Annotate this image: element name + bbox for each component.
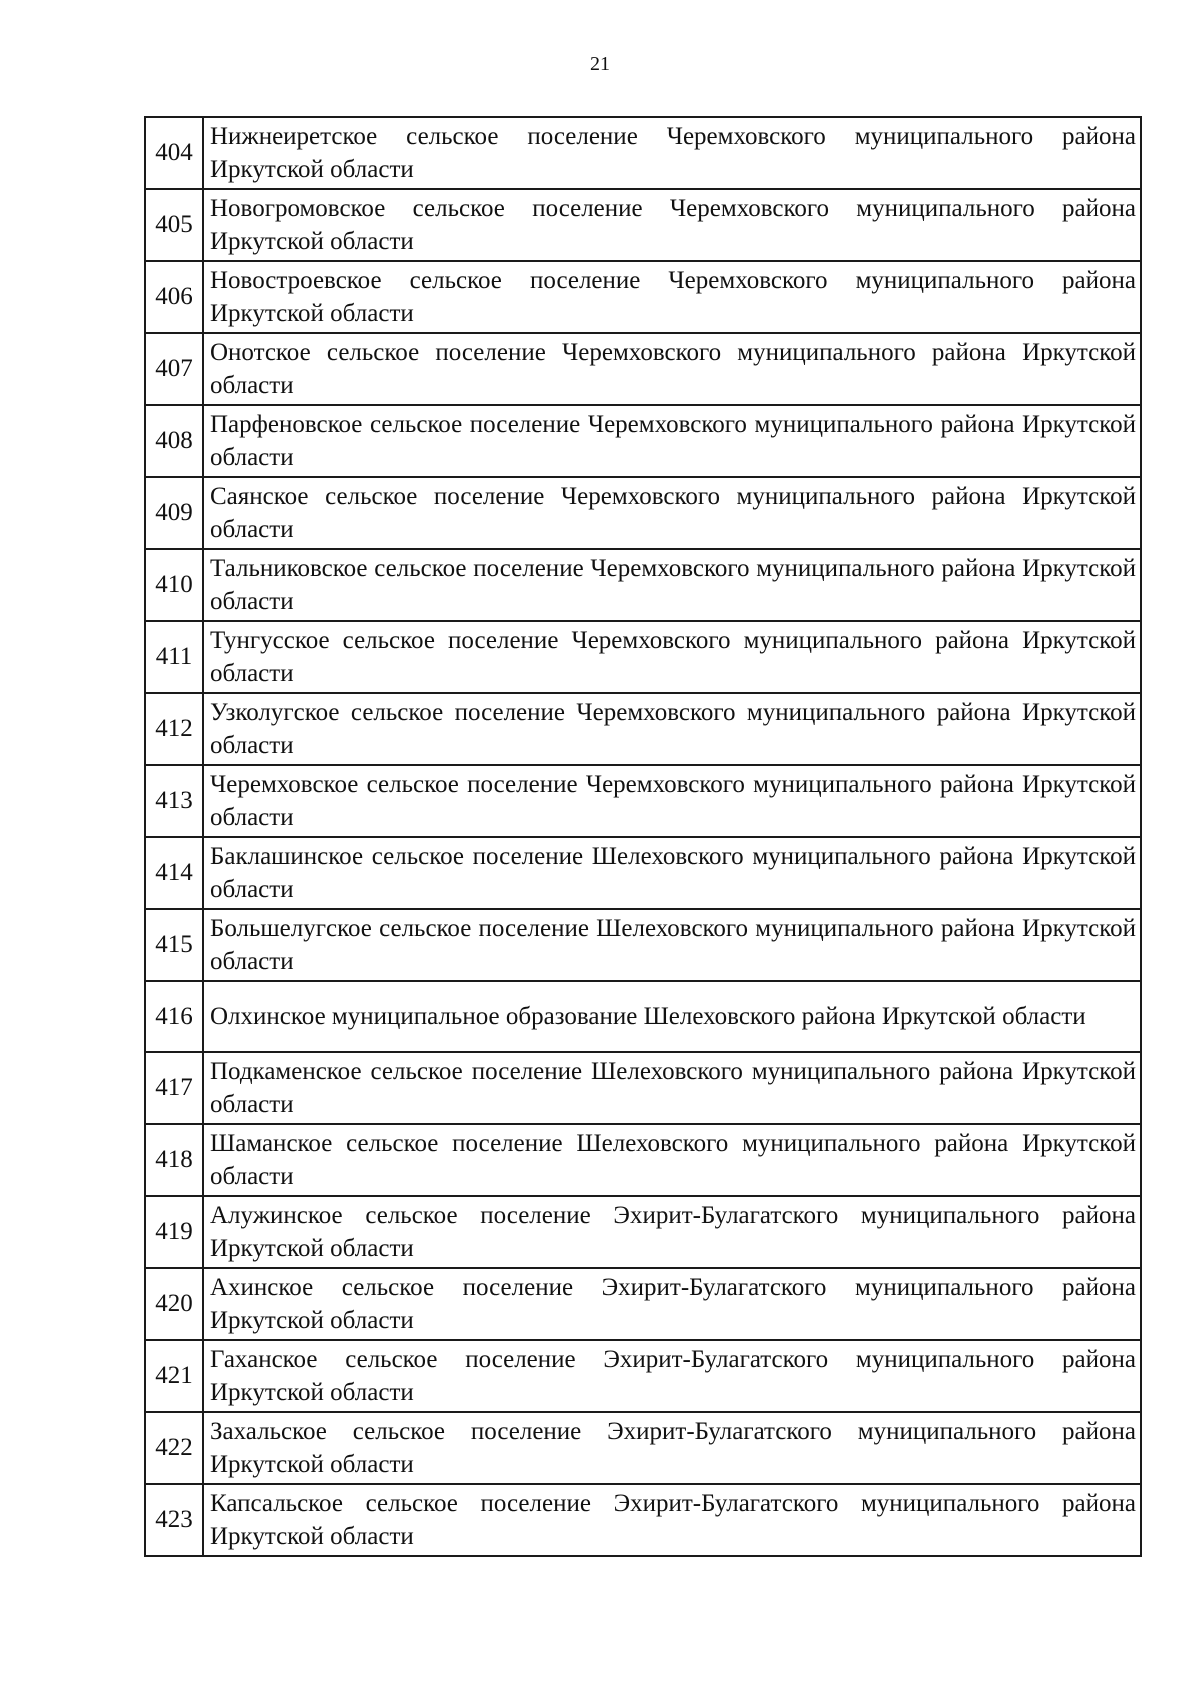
table-row: [145, 909, 1141, 981]
settlement-name: Нижнеиретское сельское поселение Черемховского муниципального района Иркутской области: [203, 117, 1141, 189]
settlement-name: Онотское сельское поселение Черемховского муниципального района Иркутской области: [203, 333, 1141, 405]
table-row: [145, 1412, 1141, 1484]
row-number: 405: [145, 189, 203, 261]
settlement-name: Ахинское сельское поселение Эхирит-Булагатского муниципального района Иркутской области: [203, 1268, 1141, 1340]
table-row: [145, 477, 1141, 549]
table-row: [145, 1340, 1141, 1412]
settlement-name: Большелугское сельское поселение Шелеховского муниципального района Иркутской области: [203, 909, 1141, 981]
settlement-name: Парфеновское сельское поселение Черемховского муниципального района Иркутской области: [203, 405, 1141, 477]
row-number: 423: [145, 1484, 203, 1556]
settlement-name: Тальниковское сельское поселение Черемховского муниципального района Иркутской области: [203, 549, 1141, 621]
row-number: 408: [145, 405, 203, 477]
settlement-name: Гаханское сельское поселение Эхирит-Булагатского муниципального района Иркутской области: [203, 1340, 1141, 1412]
table-row: [145, 405, 1141, 477]
settlement-name: Баклашинское сельское поселение Шелеховского муниципального района Иркутской области: [203, 837, 1141, 909]
table-row: [145, 981, 1141, 1052]
table-row: [145, 549, 1141, 621]
settlement-name: Захальское сельское поселение Эхирит-Булагатского муниципального района Иркутской области: [203, 1412, 1141, 1484]
table-row: [145, 333, 1141, 405]
row-number: 411: [145, 621, 203, 693]
row-number: 409: [145, 477, 203, 549]
table-row: [145, 1124, 1141, 1196]
table-row: [145, 1484, 1141, 1556]
table-row: [145, 261, 1141, 333]
table-row: [145, 621, 1141, 693]
settlement-name: Черемховское сельское поселение Черемховского муниципального района Иркутской области: [203, 765, 1141, 837]
settlement-name: Узколугское сельское поселение Черемховского муниципального района Иркутской области: [203, 693, 1141, 765]
row-number: 422: [145, 1412, 203, 1484]
row-number: 419: [145, 1196, 203, 1268]
table-row: [145, 837, 1141, 909]
row-number: 410: [145, 549, 203, 621]
row-number: 407: [145, 333, 203, 405]
row-number: 418: [145, 1124, 203, 1196]
settlement-name: Новостроевское сельское поселение Черемховского муниципального района Иркутской области: [203, 261, 1141, 333]
settlement-name: Новогромовское сельское поселение Черемховского муниципального района Иркутской области: [203, 189, 1141, 261]
row-number: 416: [145, 981, 203, 1052]
row-number: 412: [145, 693, 203, 765]
row-number: 421: [145, 1340, 203, 1412]
settlement-name: Алужинское сельское поселение Эхирит-Булагатского муниципального района Иркутской области: [203, 1196, 1141, 1268]
row-number: 420: [145, 1268, 203, 1340]
settlement-name: Олхинское муниципальное образование Шелеховского района Иркутской области: [203, 981, 1141, 1052]
row-number: 413: [145, 765, 203, 837]
row-number: 404: [145, 117, 203, 189]
settlement-name: Саянское сельское поселение Черемховского муниципального района Иркутской области: [203, 477, 1141, 549]
settlement-name: Подкаменское сельское поселение Шелеховского муниципального района Иркутской области: [203, 1052, 1141, 1124]
settlement-name: Шаманское сельское поселение Шелеховского муниципального района Иркутской области: [203, 1124, 1141, 1196]
settlement-name: Капсальское сельское поселение Эхирит-Булагатского муниципального района Иркутской области: [203, 1484, 1141, 1556]
table-row: [145, 1196, 1141, 1268]
table-row: [145, 1052, 1141, 1124]
page-number: 21: [590, 53, 610, 75]
row-number: 414: [145, 837, 203, 909]
settlement-name: Тунгусское сельское поселение Черемховского муниципального района Иркутской области: [203, 621, 1141, 693]
table-row: [145, 693, 1141, 765]
row-number: 406: [145, 261, 203, 333]
row-number: 415: [145, 909, 203, 981]
settlements-table-body: [145, 117, 1141, 1556]
table-row: [145, 117, 1141, 189]
table-row: [145, 765, 1141, 837]
table-row: [145, 1268, 1141, 1340]
settlements-table: [144, 116, 1142, 1557]
row-number: 417: [145, 1052, 203, 1124]
table-row: [145, 189, 1141, 261]
